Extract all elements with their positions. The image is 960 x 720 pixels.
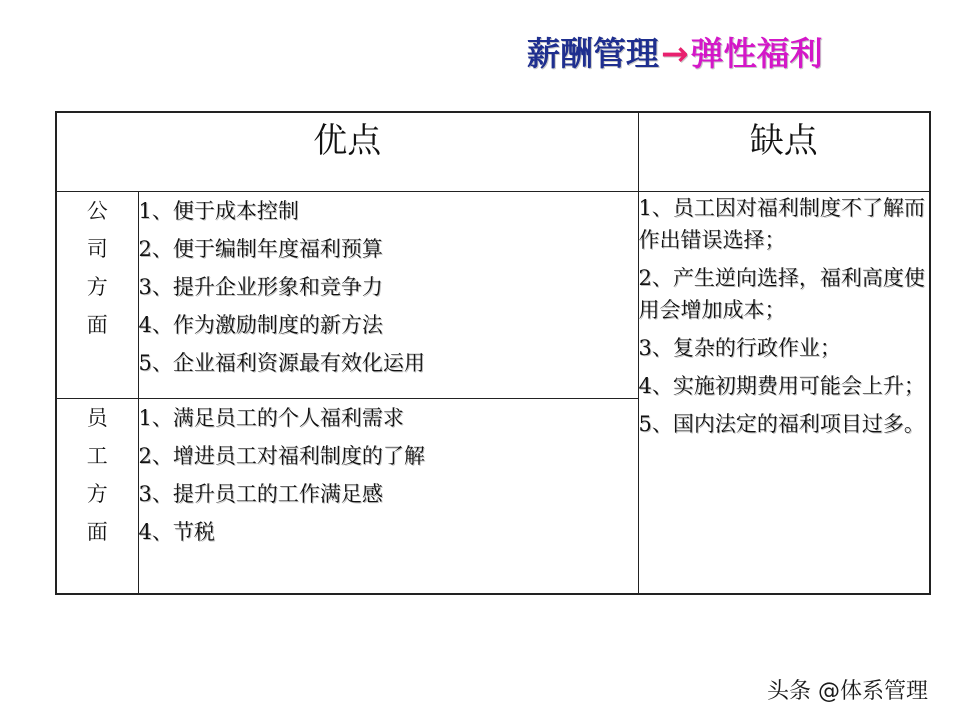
list-item: 3、复杂的行政作业； — [638, 336, 841, 360]
side-char: 工 — [86, 444, 108, 468]
side-char: 员 — [86, 406, 108, 430]
list-item: 4、实施初期费用可能会上升； — [638, 374, 925, 398]
pros-cons-table — [55, 111, 931, 595]
pros-employee — [138, 399, 638, 595]
list-item: 3、提升员工的工作满足感 — [138, 482, 383, 506]
side-label-employee — [56, 399, 138, 595]
header-pros: 优点 — [56, 112, 638, 192]
side-char: 方 — [86, 482, 108, 506]
list-item: 4、作为激励制度的新方法 — [138, 313, 383, 337]
list-item: 5、国内法定的福利项目过多。 — [638, 412, 925, 436]
list-item: 2、增进员工对福利制度的了解 — [138, 444, 425, 468]
side-char: 公 — [86, 199, 108, 223]
list-item: 4、节税 — [138, 520, 215, 544]
side-label-company — [56, 192, 138, 399]
arrow-right-icon: → — [661, 34, 689, 73]
list-item: 3、提升企业形象和竞争力 — [138, 275, 383, 299]
slide-title — [527, 28, 823, 75]
list-item: 1、便于成本控制 — [138, 199, 299, 223]
side-char: 方 — [86, 275, 108, 299]
cons-list — [638, 192, 930, 595]
header-cons: 缺点 — [638, 112, 930, 192]
title-sub: 弹性福利 — [690, 34, 823, 73]
list-item: 1、满足员工的个人福利需求 — [138, 406, 404, 430]
side-char: 司 — [86, 237, 108, 261]
list-item: 2、便于编制年度福利预算 — [138, 237, 383, 261]
title-main: 薪酬管理 — [527, 34, 659, 73]
list-item: 5、企业福利资源最有效化运用 — [138, 351, 425, 375]
pros-company — [138, 192, 638, 399]
table-header-row — [56, 112, 930, 192]
side-char: 面 — [86, 313, 108, 337]
list-item: 2、产生逆向选择，福利高度使用会增加成本； — [638, 266, 925, 322]
list-item: 1、员工因对福利制度不了解而作出错误选择； — [638, 196, 925, 252]
source-watermark: 头条 @体系管理 — [767, 679, 928, 704]
table-row-company — [56, 192, 930, 399]
side-char: 面 — [86, 520, 108, 544]
